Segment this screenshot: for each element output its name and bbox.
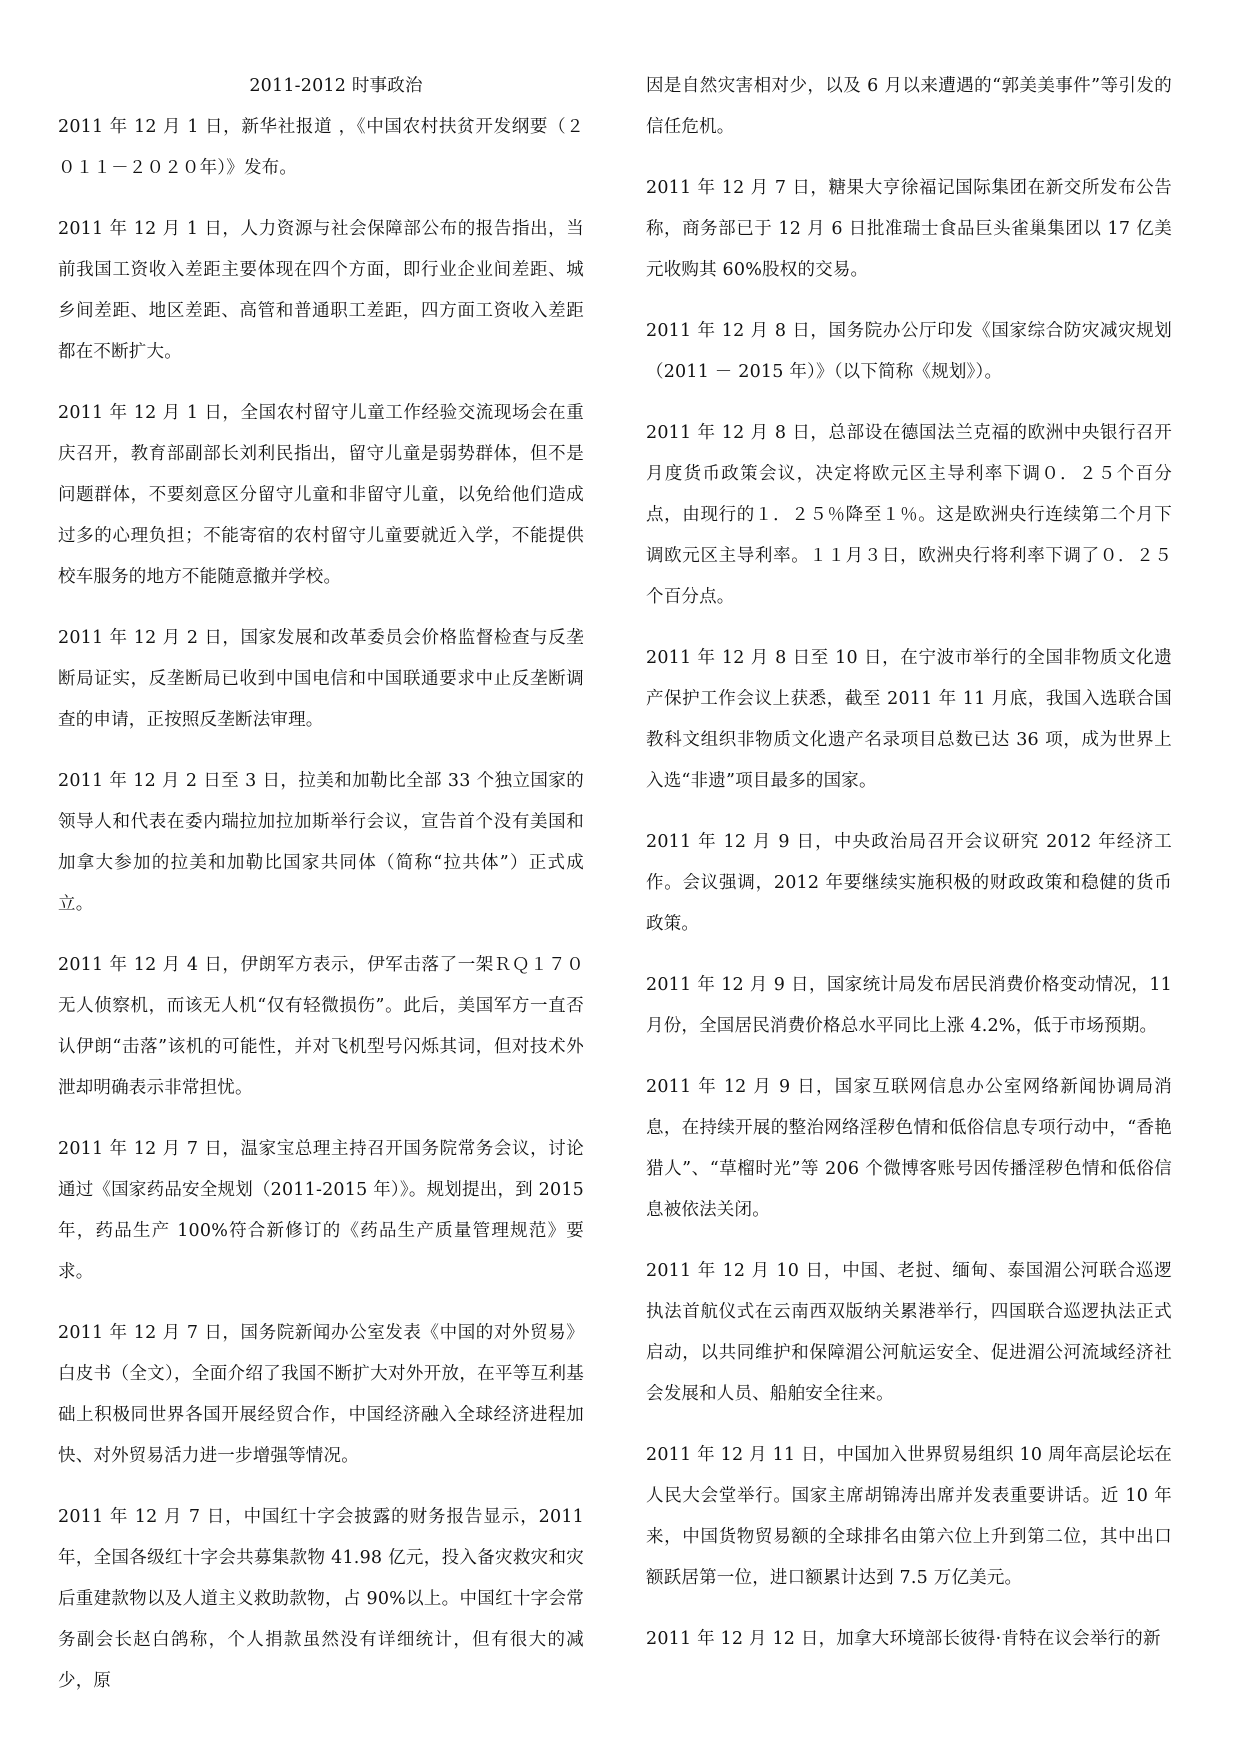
left-column: [58, 66, 584, 1722]
paragraph: 2011 年 12 月 2 日，国家发展和改革委员会价格监督检查与反垄断局证实，反垄断局已收到中国电信和中国联通要求中止反垄断调查的申请，正按照反垄断法审理。: [58, 628, 584, 730]
paragraph: 2011 年 12 月 12 日，加拿大环境部长彼得·肯特在议会举行的新: [646, 1629, 1161, 1649]
paragraph: 2011 年 12 月 1 日，人力资源与社会保障部公布的报告指出，当前我国工资收入差距主要体现在四个方面，即行业企业间差距、城乡间差距、地区差距、高管和普通职工差距，四方面工资收入差距都在不断扩大。: [58, 219, 584, 362]
right-paragraphs: [646, 66, 1172, 1660]
paragraph: 2011 年 12 月 8 日至 10 日，在宁波市举行的全国非物质文化遗产保护工作会议上获悉，截至 2011 年 11 月底，我国入选联合国教科文组织非物质文化遗产名录项目总数已达 36 项，成为世界上入选“非遗”项目最多的国家。: [646, 648, 1172, 791]
paragraph: 2011 年 12 月 7 日，国务院新闻办公室发表《中国的对外贸易》白皮书（全文），全面介绍了我国不断扩大对外开放，在平等互利基础上积极同世界各国开展经贸合作，中国经济融入全球经济进程加快、对外贸易活力进一步增强等情况。: [58, 1323, 584, 1466]
right-column: [646, 66, 1172, 1680]
paragraph: 2011 年 12 月 8 日，国务院办公厅印发《国家综合防灾减灾规划（2011 － 2015 年）》（以下简称《规划》）。: [646, 321, 1172, 382]
paragraph: 因是自然灾害相对少，以及 6 月以来遭遇的“郭美美事件”等引发的信任危机。: [646, 76, 1172, 137]
left-paragraphs: [58, 107, 584, 1702]
paragraph: 2011 年 12 月 4 日，伊朗军方表示，伊军击落了一架ＲＱ１７０无人侦察机，而该无人机“仅有轻微损伤”。此后，美国军方一直否认伊朗“击落”该机的可能性，并对飞机型号闪烁其词，但对技术外泄却明确表示非常担忧。: [58, 955, 584, 1098]
paragraph: 2011 年 12 月 10 日，中国、老挝、缅甸、泰国湄公河联合巡逻执法首航仪式在云南西双版纳关累港举行，四国联合巡逻执法正式启动，以共同维护和保障湄公河航运安全、促进湄公河流域经济社会发展和人员、船舶安全往来。: [646, 1261, 1172, 1404]
paragraph: 2011 年 12 月 9 日，国家统计局发布居民消费价格变动情况，11 月份，全国居民消费价格总水平同比上涨 4.2%，低于市场预期。: [646, 975, 1172, 1036]
paragraph: 2011 年 12 月 8 日，总部设在德国法兰克福的欧洲中央银行召开月度货币政策会议，决定将欧元区主导利率下调０．２５个百分点，由现行的１．２５％降至１％。这是欧洲央行连续第二个月下调欧元区主导利率。１１月３日，欧洲央行将利率下调了０．２５个百分点。: [646, 423, 1172, 607]
document-title: 2011-2012 时事政治: [249, 76, 423, 96]
paragraph: 2011 年 12 月 2 日至 3 日，拉美和加勒比全部 33 个独立国家的领导人和代表在委内瑞拉加拉加斯举行会议，宣告首个没有美国和加拿大参加的拉美和加勒比国家共同体（简称“拉共体”）正式成立。: [58, 771, 584, 914]
paragraph: 2011 年 12 月 9 日，中央政治局召开会议研究 2012 年经济工作。会议强调，2012 年要继续实施积极的财政政策和稳健的货币政策。: [646, 832, 1172, 934]
paragraph: 2011 年 12 月 7 日，温家宝总理主持召开国务院常务会议，讨论通过《国家药品安全规划（2011-2015 年）》。规划提出，到 2015 年，药品生产 100%符合新修订的《药品生产质量管理规范》要求。: [58, 1139, 584, 1282]
paragraph: 2011 年 12 月 7 日，中国红十字会披露的财务报告显示，2011 年，全国各级红十字会共募集款物 41.98 亿元，投入备灾救灾和灾后重建款物以及人道主义救助款物，占 90%以上。中国红十字会常务副会长赵白鸽称，个人捐款虽然没有详细统计，但有很大的减少，原: [58, 1507, 584, 1691]
paragraph: 2011 年 12 月 1 日，新华社报道 ，《中国农村扶贫开发纲要（２０１１－２０２０年）》发布。: [58, 117, 584, 178]
paragraph: 2011 年 12 月 1 日，全国农村留守儿童工作经验交流现场会在重庆召开，教育部副部长刘利民指出，留守儿童是弱势群体，但不是问题群体，不要刻意区分留守儿童和非留守儿童，以免给他们造成过多的心理负担；不能寄宿的农村留守儿童要就近入学，不能提供校车服务的地方不能随意撤并学校。: [58, 403, 584, 587]
paragraph: 2011 年 12 月 11 日，中国加入世界贸易组织 10 周年高层论坛在人民大会堂举行。国家主席胡锦涛出席并发表重要讲话。近 10 年来，中国货物贸易额的全球排名由第六位上升到第二位，其中出口额跃居第一位，进口额累计达到 7.5 万亿美元。: [646, 1445, 1172, 1588]
paragraph: 2011 年 12 月 9 日，国家互联网信息办公室网络新闻协调局消息，在持续开展的整治网络淫秽色情和低俗信息专项行动中，“香艳猎人”、“草榴时光”等 206 个微博客账号因传播淫秽色情和低俗信息被依法关闭。: [646, 1077, 1172, 1220]
paragraph: 2011 年 12 月 7 日，糖果大亨徐福记国际集团在新交所发布公告称，商务部已于 12 月 6 日批准瑞士食品巨头雀巢集团以 17 亿美元收购其 60%股权的交易。: [646, 178, 1172, 280]
